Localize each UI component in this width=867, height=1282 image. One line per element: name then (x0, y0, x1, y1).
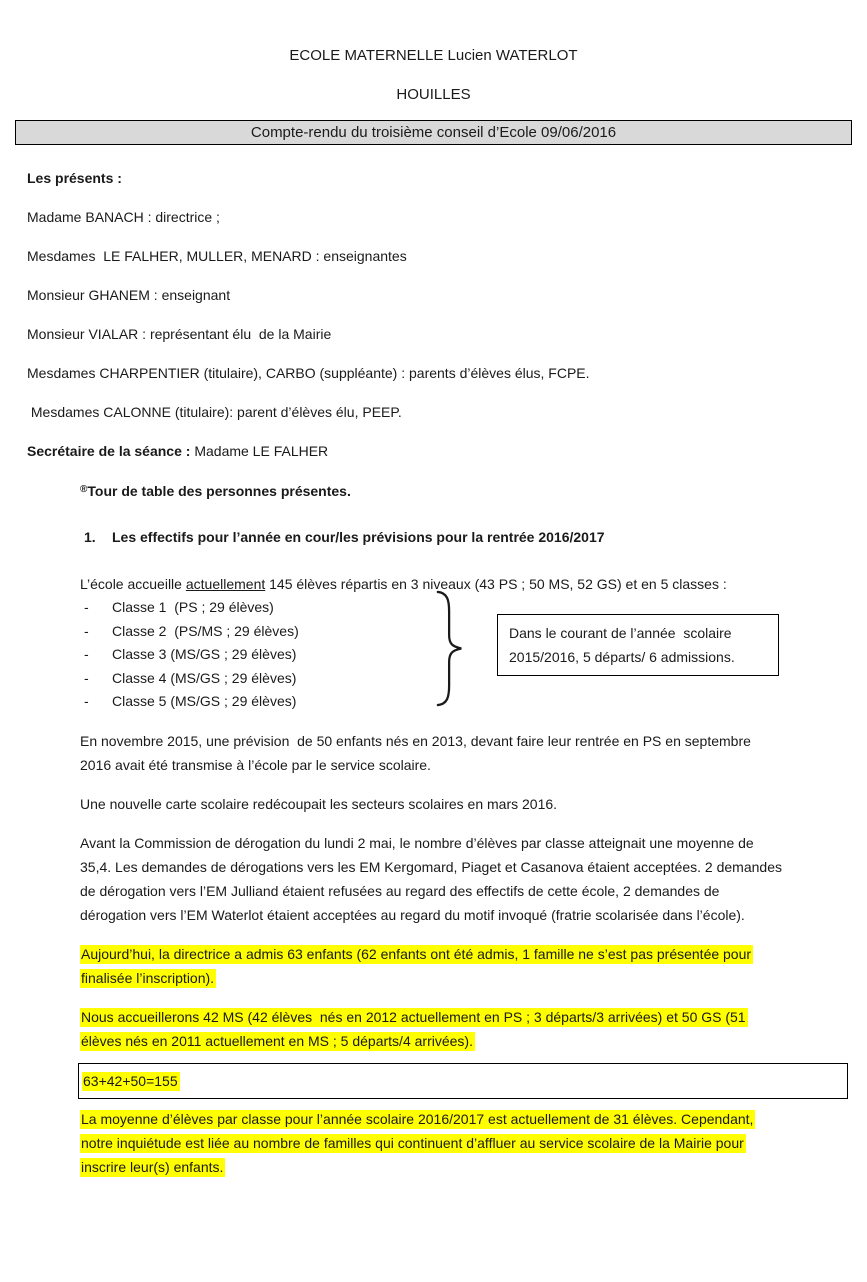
list-dash: - (84, 599, 89, 615)
attendee-line-enseignantes: Mesdames LE FALHER, MULLER, MENARD : enseignantes (27, 248, 407, 264)
agenda-item-1 (80, 525, 848, 549)
curly-brace-icon (435, 590, 467, 707)
attendee-line-mairie: Monsieur VIALAR : représentant élu de la Mairie (27, 326, 332, 342)
text-line: de dérogation vers l’EM Julliand étaient refusées au regard des effectifs de cette école, 2 demandes de (80, 882, 720, 899)
highlight-admissions (80, 942, 848, 990)
highlighted-text: inscrire leur(s) enfants. (81, 1158, 224, 1175)
text-line: En novembre 2015, une prévision de 50 enfants nés en 2013, devant faire leur rentrée en PS en septembre (80, 732, 751, 749)
text-line: dérogation vers l’EM Waterlot étaient acceptées au regard du motif invoqué (fratrie scolarisée dans l’école). (80, 906, 745, 923)
class-label: Classe 3 (MS/GS ; 29 élèves) (112, 646, 297, 662)
secretary-label: Secrétaire de la séance : (27, 443, 195, 459)
paragraph-carte-scolaire (80, 792, 848, 816)
callout-line: 2015/2016, 5 départs/ 6 admissions. (509, 649, 735, 665)
highlighted-text: élèves nés en 2011 actuellement en MS ; 5 départs/4 arrivées). (81, 1032, 473, 1049)
main-content (80, 478, 848, 1179)
class-label: Classe 2 (PS/MS ; 29 élèves) (112, 622, 299, 639)
paragraph-derogation (80, 831, 848, 927)
registered-symbol: ® (80, 484, 88, 495)
highlight-moyenne (80, 1107, 848, 1179)
text-line (80, 1155, 848, 1179)
report-banner: Compte-rendu du troisième conseil d’Ecole 09/06/2016 (15, 120, 852, 145)
highlighted-text: La moyenne d’élèves par classe pour l’année scolaire 2016/2017 est actuellement de 31 élèves. Cependant, (81, 1110, 754, 1127)
attendee-line-fcpe: Mesdames CHARPENTIER (titulaire), CARBO (suppléante) : parents d’élèves élus, FCPE. (27, 365, 590, 381)
highlighted-text: Nous accueillerons 42 MS (42 élèves nés en 2012 actuellement en PS ; 3 départs/3 arrivées) et 50 GS (51 (81, 1008, 746, 1025)
list-dash: - (84, 646, 89, 662)
effectifs-section (80, 572, 848, 714)
total-formula-box (78, 1063, 848, 1099)
secretary-line (27, 439, 848, 463)
tour-label: Tour de table des personnes présentes. (87, 483, 351, 499)
callout-line: Dans le courant de l’année scolaire (509, 625, 732, 641)
highlighted-text: finalisée l’inscription). (81, 969, 215, 986)
attendee-line-enseignant: Monsieur GHANEM : enseignant (27, 287, 231, 303)
attendee-line-peep: Mesdames CALONNE (titulaire): parent d’élèves élu, PEEP. (27, 404, 402, 420)
callout-box (497, 614, 779, 676)
text-line (80, 1131, 848, 1155)
list-dash: - (84, 693, 89, 709)
agenda-item-title: Les effectifs pour l’année en cour/les prévisions pour la rentrée 2016/2017 (112, 529, 605, 545)
intro-text-after: 145 élèves répartis en 3 niveaux (43 PS ; 50 MS, 52 GS) et en 5 classes : (265, 576, 727, 592)
city-title: HOUILLES (396, 86, 471, 103)
text-line (80, 942, 848, 966)
text-line (80, 1005, 848, 1029)
class-label: Classe 1 (PS ; 29 élèves) (112, 599, 274, 615)
text-line: Une nouvelle carte scolaire redécoupait les secteurs scolaires en mars 2016. (80, 795, 558, 812)
school-title: ECOLE MATERNELLE Lucien WATERLOT (289, 47, 578, 64)
text-line (80, 966, 848, 990)
text-line (80, 1107, 848, 1131)
highlighted-text: Aujourd’hui, la directrice a admis 63 enfants (62 enfants ont été admis, 1 famille ne s’est pas présentée pour (81, 945, 752, 962)
attendees-heading: Les présents : (27, 170, 122, 186)
agenda-item-number: 1. (84, 529, 96, 545)
text-line: 2016 avait été transmise à l’école par le service scolaire. (80, 756, 431, 773)
text-line (80, 1029, 848, 1053)
text-line: Avant la Commission de dérogation du lundi 2 mai, le nombre d’élèves par classe atteignait une moyenne de (80, 834, 754, 851)
highlight-accueil (80, 1005, 848, 1053)
class-label: Classe 5 (MS/GS ; 29 élèves) (112, 693, 297, 709)
list-dash: - (84, 669, 89, 686)
highlighted-text: notre inquiétude est liée au nombre de familles qui continuent d’affluer au service scolaire de la Mairie pour (81, 1134, 744, 1151)
class-label: Classe 4 (MS/GS ; 29 élèves) (112, 669, 297, 686)
intro-underlined-word: actuellement (185, 576, 266, 592)
text-line: 35,4. Les demandes de dérogations vers les EM Kergomard, Piaget et Casanova étaient acceptées. 2 demandes (80, 858, 782, 875)
agenda-tour-item (80, 478, 848, 503)
attendees-section (27, 166, 848, 463)
list-dash: - (84, 622, 89, 639)
paragraph-november (80, 729, 848, 777)
attendee-line-directrice: Madame BANACH : directrice ; (27, 209, 220, 225)
secretary-name: Madame LE FALHER (194, 443, 329, 459)
intro-text-before: L’école accueille (80, 576, 186, 592)
total-formula: 63+42+50=155 (83, 1072, 178, 1089)
